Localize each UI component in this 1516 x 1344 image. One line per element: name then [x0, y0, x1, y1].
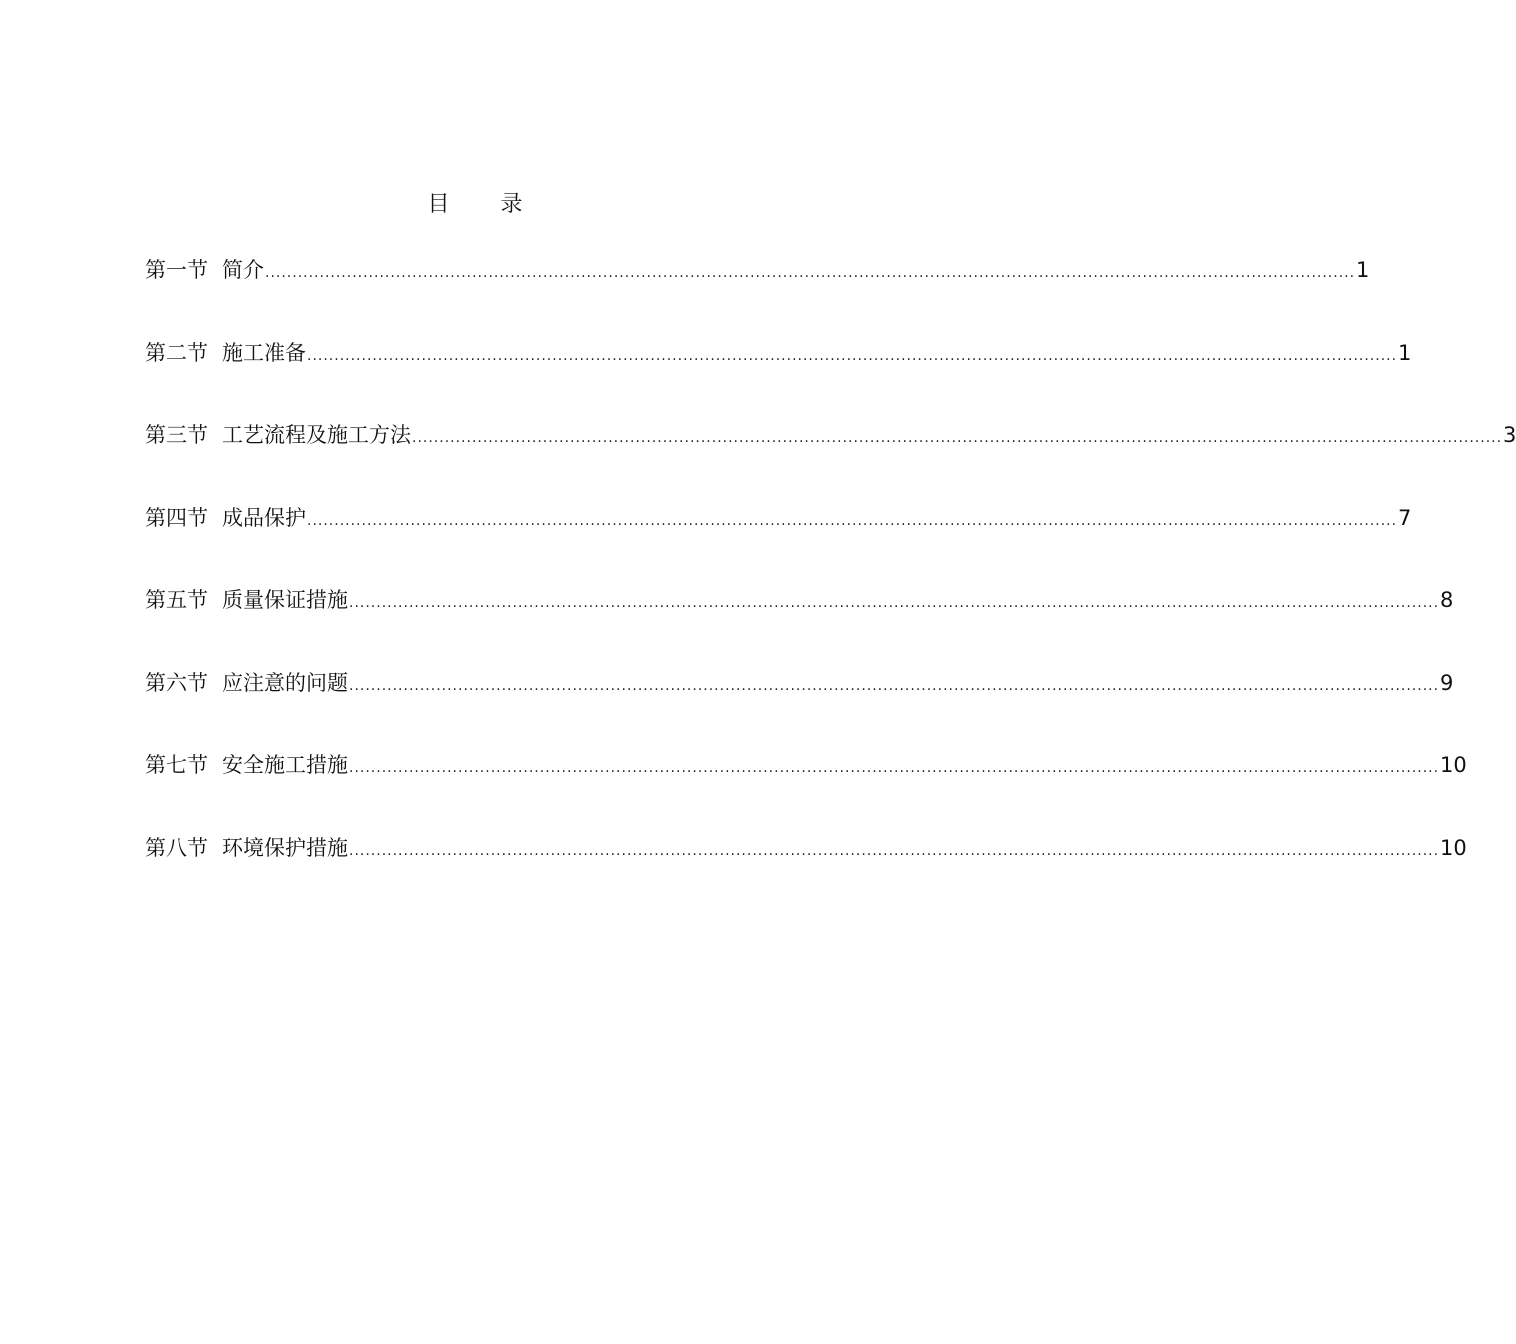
toc-page-number: 10: [1440, 835, 1467, 860]
toc-entry[interactable]: [145, 503, 1412, 586]
toc-page-number: 9: [1440, 670, 1454, 695]
toc-section-title: 安全施工措施: [222, 753, 348, 777]
toc-section-title: 简介: [222, 258, 264, 282]
toc-dot-leader: ........................................................................................................................................................................................................: [307, 347, 1398, 364]
toc-section-number: 第七节: [145, 753, 208, 777]
toc-page-number: 1: [1398, 340, 1412, 365]
toc-section-title: 成品保护: [222, 505, 306, 530]
toc-section-number: 第三节: [145, 423, 208, 447]
toc-page-number: 10: [1440, 753, 1467, 777]
toc-page-number: 1: [1356, 258, 1370, 282]
toc-entry[interactable]: [145, 338, 1412, 421]
toc-dot-leader: ........................................................................................................................................................................................................: [265, 265, 1356, 281]
toc-dot-leader: ........................................................................................................................................................................................................: [349, 677, 1440, 694]
toc-entry[interactable]: [145, 668, 1454, 751]
toc-dot-leader: ........................................................................................................................................................................................................: [307, 512, 1398, 529]
toc-section-number: 第二节: [145, 340, 208, 365]
toc-section-number: 第八节: [145, 835, 208, 860]
toc-list: [145, 255, 1516, 915]
toc-dot-leader: ........................................................................................................................................................................................................: [349, 760, 1440, 776]
toc-section-title: 应注意的问题: [222, 670, 348, 695]
toc-section-title: 工艺流程及施工方法: [222, 423, 411, 447]
toc-dot-leader: ........................................................................................................................................................................................................: [349, 842, 1440, 859]
toc-section-title: 施工准备: [222, 340, 306, 365]
toc-entry[interactable]: [145, 585, 1454, 668]
toc-page-number: 8: [1440, 588, 1454, 612]
toc-section-number: 第六节: [145, 670, 208, 695]
toc-entry[interactable]: [145, 750, 1467, 833]
toc-section-title: 质量保证措施: [222, 588, 348, 612]
toc-section-number: 第五节: [145, 588, 208, 612]
toc-page-number: 7: [1398, 505, 1412, 530]
toc-section-number: 第四节: [145, 505, 208, 530]
toc-entry[interactable]: [145, 255, 1370, 338]
toc-dot-leader: ........................................................................................................................................................................................................: [349, 595, 1440, 611]
toc-entry[interactable]: [145, 420, 1516, 503]
toc-section-title: 环境保护措施: [222, 835, 348, 860]
toc-dot-leader: ........................................................................................................................................................................................................: [412, 430, 1503, 446]
toc-page-number: 3: [1503, 423, 1516, 447]
toc-section-number: 第一节: [145, 258, 208, 282]
toc-entry[interactable]: [145, 833, 1467, 916]
toc-title: 目 录: [427, 192, 545, 217]
